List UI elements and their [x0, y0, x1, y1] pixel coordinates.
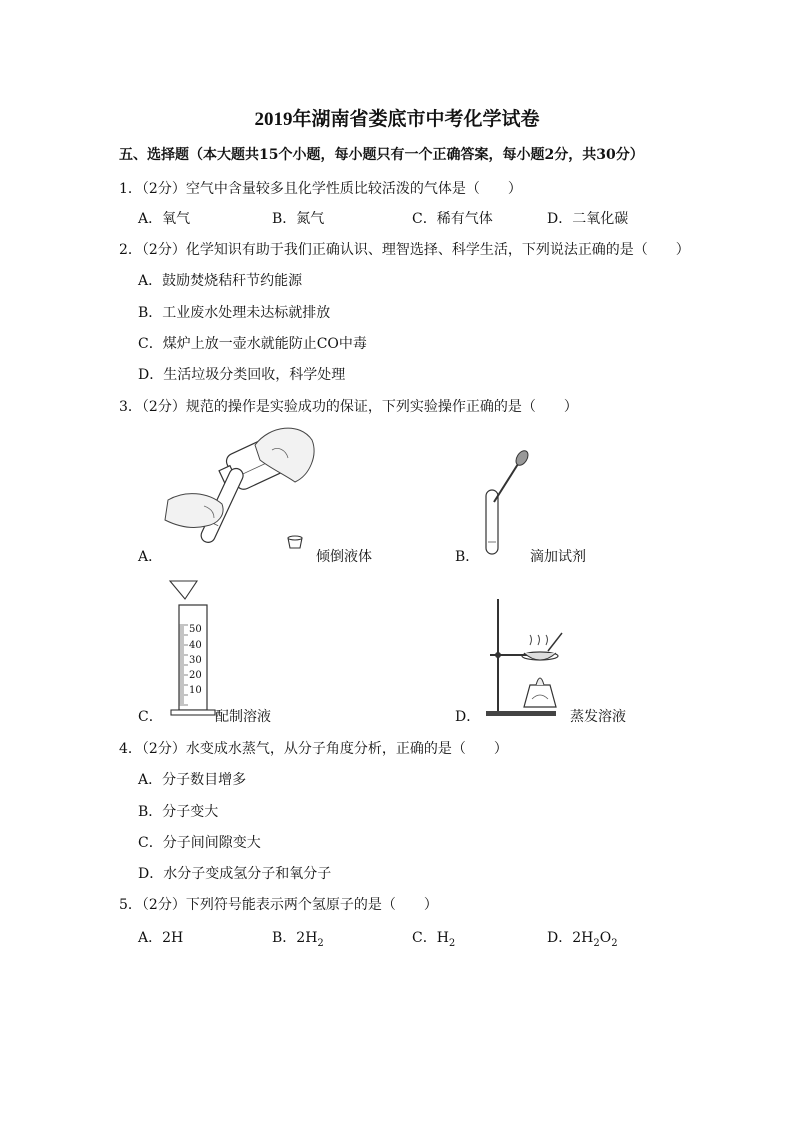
cylinder-tick-50: 50	[189, 624, 202, 635]
q1-option-a: A．氧气	[138, 211, 191, 227]
q2-option-c: C．煤炉上放一壶水就能防止CO中毒	[138, 336, 367, 352]
q5-option-a-text: A．2H	[138, 930, 184, 946]
page-title: 2019年湖南省娄底市中考化学试卷	[254, 109, 540, 130]
q3-option-d-letter: D．	[455, 709, 481, 725]
q4-option-b: B．分子变大	[138, 804, 219, 820]
q5-option-c-text: C．H	[412, 930, 449, 946]
question-5-stem: 5．（2分）下列符号能表示两个氢原子的是（ ）	[119, 897, 438, 913]
q2-option-a: A．鼓励焚烧秸秆节约能源	[138, 273, 303, 289]
section-heading: 五、选择题（本大题共15个小题，每小题只有一个正确答案，每小题2分，共30分）	[119, 147, 644, 163]
q3-option-b-caption: 滴加试剂	[530, 549, 586, 565]
question-3-stem: 3．（2分）规范的操作是实验成功的保证，下列实验操作正确的是（ ）	[119, 399, 578, 415]
q5-option-d-after: O	[599, 930, 612, 946]
q5-option-b-text: B．2H	[272, 930, 318, 946]
q4-option-c: C．分子间间隙变大	[138, 835, 261, 851]
q2-option-b: B．工业废水处理未达标就排放	[138, 305, 331, 321]
q3-option-a-letter: A．	[138, 549, 163, 565]
cylinder-tick-20: 20	[189, 670, 202, 681]
cylinder-tick-40: 40	[189, 640, 202, 651]
q3-option-c-caption: 配制溶液	[215, 709, 271, 725]
dropper-illustration	[478, 450, 538, 560]
q5-option-d-sub2: 2	[611, 937, 618, 949]
q5-option-d-sub1: 2	[593, 937, 600, 949]
question-2-stem: 2．（2分）化学知识有助于我们正确认识、理智选择、科学生活，下列说法正确的是（ ）	[119, 242, 690, 258]
q3-option-b-letter: B．	[455, 549, 480, 565]
question-1-stem: 1．（2分）空气中含量较多且化学性质比较活泼的气体是（ ）	[119, 181, 522, 197]
question-4-stem: 4．（2分）水变成水蒸气，从分子角度分析，正确的是（ ）	[119, 741, 508, 757]
q3-option-a-caption: 倾倒液体	[316, 549, 372, 565]
q5-option-d	[547, 927, 618, 949]
q4-option-a: A．分子数目增多	[138, 772, 247, 788]
q2-option-d: D．生活垃圾分类回收，科学处理	[138, 367, 346, 383]
q4-option-d: D．水分子变成氢分子和氧分子	[138, 866, 332, 882]
q3-option-c-letter: C．	[138, 709, 163, 725]
q3-option-d-caption: 蒸发溶液	[570, 709, 626, 725]
q5-option-a	[138, 927, 183, 947]
q5-option-d-text: D．2H	[547, 930, 594, 946]
cylinder-tick-30: 30	[189, 655, 202, 666]
evaporation-setup-illustration	[480, 595, 570, 720]
pouring-liquid-illustration	[160, 420, 330, 565]
q5-option-c-sub: 2	[448, 937, 456, 949]
q1-option-b: B．氮气	[272, 211, 325, 227]
q5-option-c	[412, 927, 455, 949]
q5-option-b	[272, 927, 324, 949]
q1-option-c: C．稀有气体	[412, 211, 493, 227]
q5-option-b-sub: 2	[317, 937, 324, 949]
cylinder-tick-10: 10	[189, 685, 202, 696]
q1-option-d: D．二氧化碳	[547, 211, 629, 227]
